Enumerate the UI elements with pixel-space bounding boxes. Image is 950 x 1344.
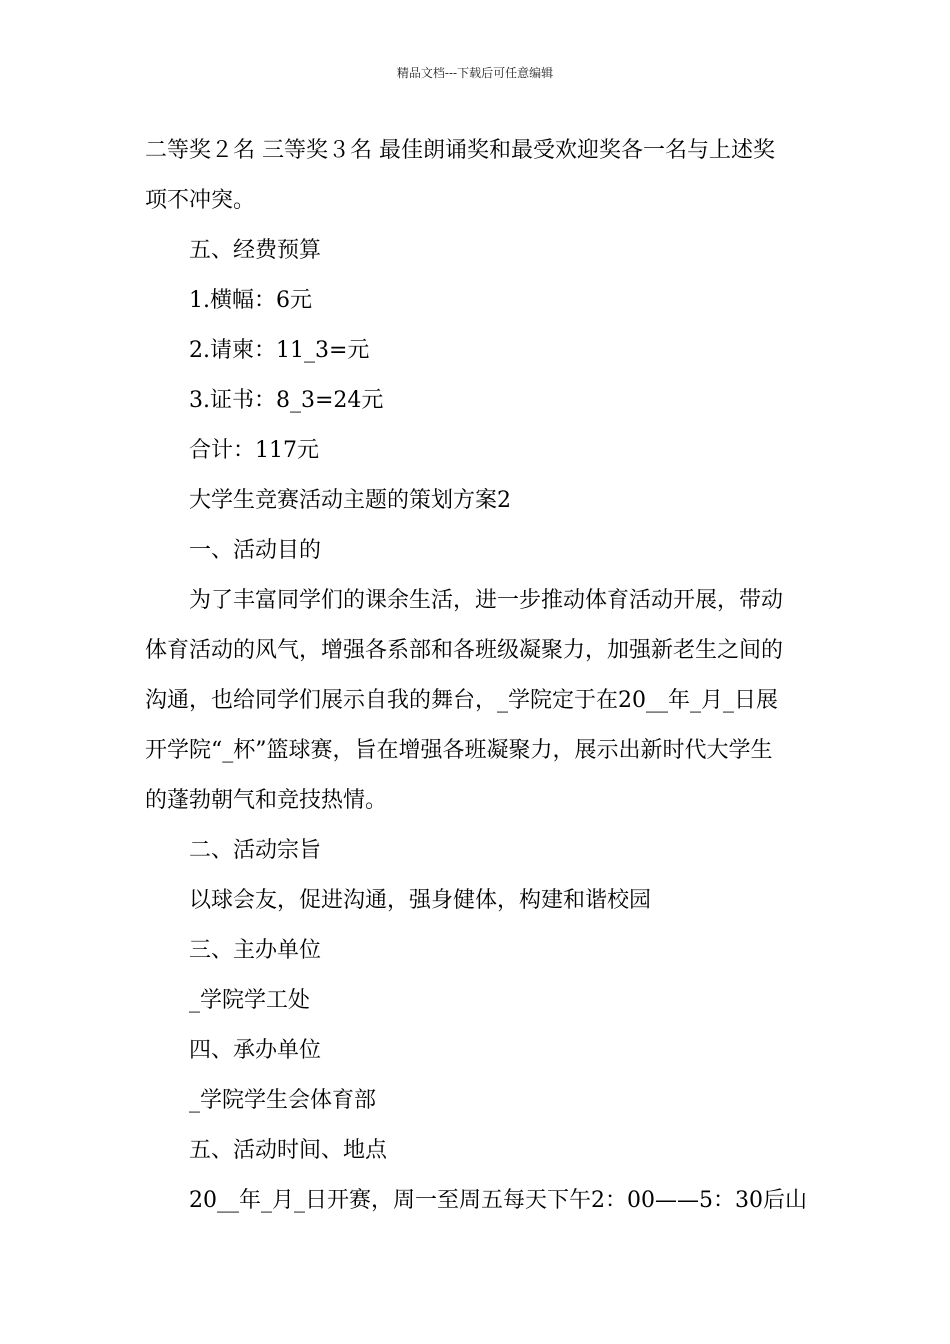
text-line: 项不冲突。 xyxy=(145,188,256,213)
text-line: 合计：117元 xyxy=(189,438,319,463)
paragraph xyxy=(145,376,810,426)
paragraph xyxy=(145,576,810,826)
text-line: 五、经费预算 xyxy=(189,238,322,263)
text-line: 沟通，也给同学们展示自我的舞台，_学院定于在20__年_月_日展 xyxy=(145,688,778,713)
paragraph xyxy=(145,326,810,376)
text-line: 20__年_月_日开赛，周一至周五每天下午2：00——5：30后山 xyxy=(189,1188,807,1213)
paragraph xyxy=(145,526,810,576)
text-line: 四、承办单位 xyxy=(189,1038,322,1063)
paragraph xyxy=(145,276,810,326)
text-line: 3.证书：8_3=24元 xyxy=(189,388,384,413)
document-body xyxy=(145,126,810,1226)
text-line: 体育活动的风气，增强各系部和各班级凝聚力，加强新老生之间的 xyxy=(145,638,784,663)
paragraph xyxy=(145,1076,810,1126)
paragraph xyxy=(145,926,810,976)
text-line: 1.横幅：6元 xyxy=(189,288,312,313)
paragraph xyxy=(145,1126,810,1176)
paragraph xyxy=(145,976,810,1026)
paragraph xyxy=(145,876,810,926)
page-header: 精品文档---下载后可任意编辑 xyxy=(396,66,554,80)
text-line: 五、活动时间、地点 xyxy=(189,1138,388,1163)
paragraph xyxy=(145,476,810,526)
paragraph xyxy=(145,1026,810,1076)
text-line: 三、主办单位 xyxy=(189,938,322,963)
text-line: 以球会友，促进沟通，强身健体，构建和谐校园 xyxy=(189,888,652,913)
paragraph xyxy=(145,226,810,276)
text-line: 2.请柬：11_3=元 xyxy=(189,338,370,363)
text-line: _学院学工处 xyxy=(189,988,311,1013)
paragraph xyxy=(145,826,810,876)
text-line: _学院学生会体育部 xyxy=(189,1088,377,1113)
text-line: 开学院“_杯”篮球赛，旨在增强各班凝聚力，展示出新时代大学生 xyxy=(145,738,773,763)
text-line: 一、活动目的 xyxy=(189,538,322,563)
text-line: 二等奖２名 三等奖３名 最佳朗诵奖和最受欢迎奖各一名与上述奖 xyxy=(145,138,775,163)
paragraph xyxy=(145,1176,810,1226)
paragraph xyxy=(145,126,810,226)
paragraph xyxy=(145,426,810,476)
text-line: 为了丰富同学们的课余生活，进一步推动体育活动开展，带动 xyxy=(189,588,784,613)
text-line: 大学生竞赛活动主题的策划方案2 xyxy=(189,488,511,513)
text-line: 的蓬勃朝气和竞技热情。 xyxy=(145,788,388,813)
text-line: 二、活动宗旨 xyxy=(189,838,322,863)
